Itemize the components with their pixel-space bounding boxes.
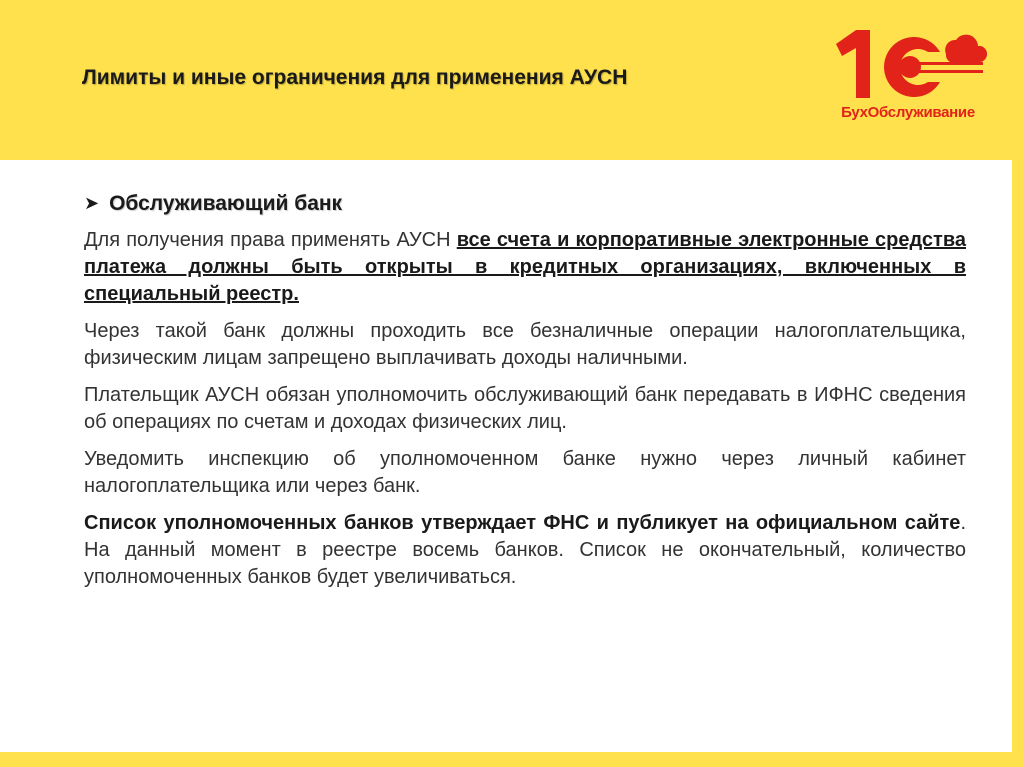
paragraph-notify-inspection: Уведомить инспекцию об уполномоченном банке нужно через личный кабинет налогоплательщика или через банк.: [84, 448, 966, 497]
slide-header: [0, 0, 1024, 160]
paragraph-authorize-bank: Плательщик АУСН обязан уполномочить обслуживающий банк передавать в ИФНС сведения об операциях по счетам и доходах физических лиц.: [84, 384, 966, 433]
logo-1c-icon: [828, 22, 988, 104]
slide-content: [84, 190, 966, 601]
section-heading-row: [84, 190, 966, 217]
paragraph-bank-accounts: [84, 227, 966, 308]
logo-subtitle: БухОбслуживание: [841, 104, 975, 121]
paragraph-text: Для получения права применять АУСН: [84, 229, 457, 251]
company-logo: [828, 22, 988, 132]
page-title: Лимиты и иные ограничения для применения АУСН: [82, 66, 628, 89]
paragraph-operations: Через такой банк должны проходить все безналичные операции налогоплательщика, физическим лицам запрещено выплачивать доходы наличными.: [84, 320, 966, 369]
paragraph-bank-list: [84, 510, 966, 591]
paragraph-text: . На данный момент в реестре восемь банков. Список не окончательный, количество уполномоченных банков будет увеличиваться.: [84, 512, 966, 588]
content-panel: [0, 160, 1012, 752]
arrow-bullet-icon: ➤: [84, 193, 100, 213]
emphasis-text: все счета и корпоративные электронные средства платежа должны быть открыты в кредитных организациях, включенных в специальный реестр.: [84, 229, 966, 305]
emphasis-text: Список уполномоченных банков утверждает ФНС и публикует на официальном сайте: [84, 512, 961, 534]
section-heading: Обслуживающий банк: [109, 192, 343, 215]
